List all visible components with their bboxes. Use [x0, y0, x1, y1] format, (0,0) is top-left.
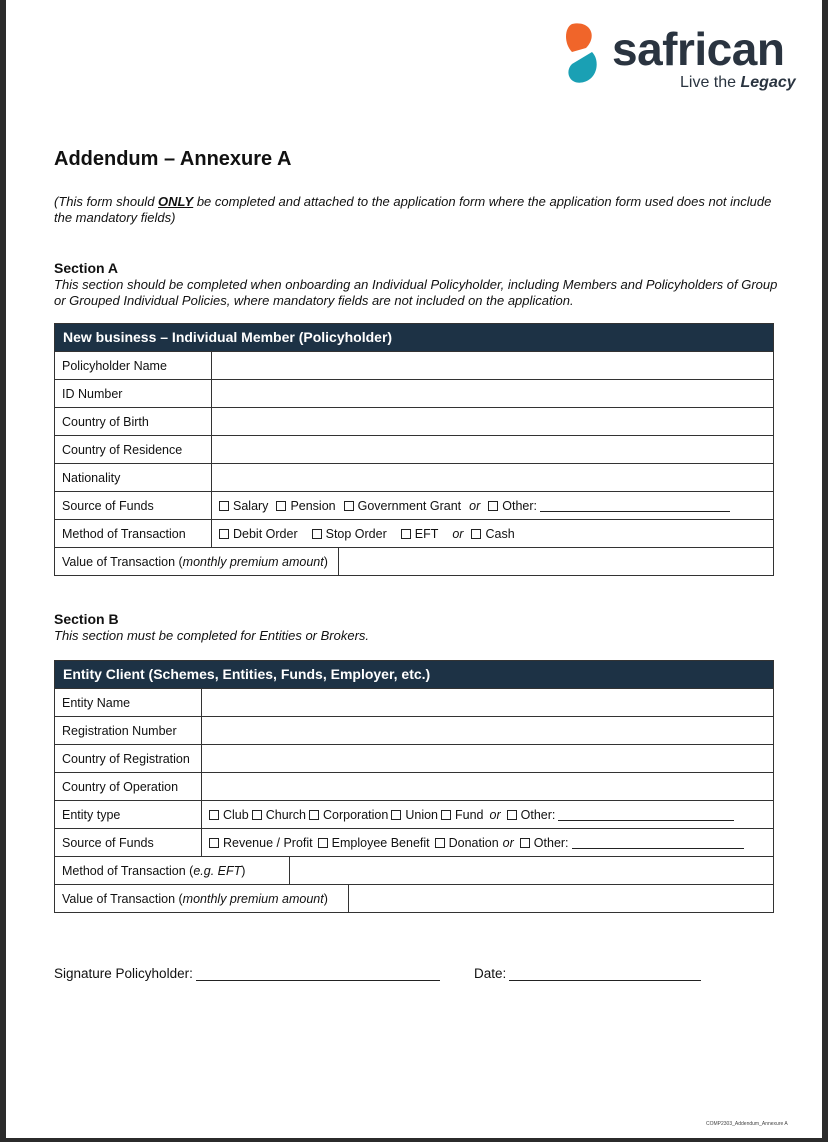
- salary-checkbox[interactable]: Salary: [219, 499, 268, 513]
- country-of-operation-field[interactable]: [202, 773, 773, 800]
- entity-client-table: [54, 660, 774, 913]
- entity-table-header: Entity Client (Schemes, Entities, Funds, Employer, etc.): [55, 661, 773, 688]
- field-label: Country of Operation: [55, 773, 202, 800]
- country-of-birth-field[interactable]: [212, 408, 773, 435]
- table-row: [55, 884, 773, 912]
- eft-checkbox[interactable]: EFT: [401, 527, 439, 541]
- country-of-residence-field[interactable]: [212, 436, 773, 463]
- checkbox-icon: [219, 501, 229, 511]
- table-row: [55, 828, 773, 856]
- table-row: [55, 435, 773, 463]
- nationality-field[interactable]: [212, 464, 773, 491]
- other-entity-funds-line[interactable]: [572, 836, 744, 849]
- signature-line[interactable]: [196, 966, 440, 981]
- field-label: Value of Transaction ( monthly premium amount ): [55, 548, 339, 575]
- table-row: [55, 519, 773, 547]
- or-text: or: [502, 835, 514, 850]
- intro-note: (This form should ONLY be completed and attached to the application form where the application form used does not include the mandatory fields): [54, 194, 772, 225]
- policyholder-name-field[interactable]: [212, 352, 773, 379]
- pension-checkbox[interactable]: Pension: [276, 499, 335, 513]
- donation-checkbox[interactable]: Donation: [435, 836, 499, 850]
- checkbox-icon: [312, 529, 322, 539]
- checkbox-icon: [209, 838, 219, 848]
- logo-tagline: Live the Legacy: [680, 74, 796, 91]
- field-label: Source of Funds: [55, 829, 202, 856]
- section-a-description: This section should be completed when onboarding an Individual Policyholder, including Members and Policyholders of Group or Grouped Individual Policies, where mandatory fields are not included on the application.: [54, 277, 778, 308]
- method-of-transaction-options: [212, 520, 773, 547]
- field-label: Registration Number: [55, 717, 202, 744]
- field-label: ID Number: [55, 380, 212, 407]
- club-checkbox[interactable]: Club: [209, 808, 249, 822]
- checkbox-icon: [401, 529, 411, 539]
- fund-checkbox[interactable]: Fund: [441, 808, 484, 822]
- safrican-logo: [562, 22, 802, 102]
- checkbox-icon: [391, 810, 401, 820]
- individual-table-header: New business – Individual Member (Policyholder): [55, 324, 773, 351]
- checkbox-icon: [276, 501, 286, 511]
- signature-block: [54, 966, 440, 981]
- registration-number-field[interactable]: [202, 717, 773, 744]
- employee-benefit-checkbox[interactable]: Employee Benefit: [318, 836, 430, 850]
- checkbox-icon: [441, 810, 451, 820]
- entity-name-field[interactable]: [202, 689, 773, 716]
- table-row: [55, 716, 773, 744]
- checkbox-icon: [488, 501, 498, 511]
- field-label: Source of Funds: [55, 492, 212, 519]
- table-row: [55, 800, 773, 828]
- checkbox-icon: [507, 810, 517, 820]
- checkbox-icon: [252, 810, 262, 820]
- table-row: [55, 351, 773, 379]
- section-b-title: Section B: [54, 611, 119, 627]
- checkbox-icon: [344, 501, 354, 511]
- checkbox-icon: [219, 529, 229, 539]
- table-row: [55, 491, 773, 519]
- table-row: [55, 744, 773, 772]
- checkbox-icon: [209, 810, 219, 820]
- union-checkbox[interactable]: Union: [391, 808, 438, 822]
- document-page: [6, 0, 822, 1138]
- field-label: Method of Transaction ( e.g. EFT ): [55, 857, 290, 884]
- entity-type-options: [202, 801, 773, 828]
- checkbox-icon: [471, 529, 481, 539]
- cash-checkbox[interactable]: Cash: [471, 527, 514, 541]
- other-funds-checkbox[interactable]: Other:: [520, 836, 569, 850]
- checkbox-icon: [520, 838, 530, 848]
- field-label: Policyholder Name: [55, 352, 212, 379]
- checkbox-icon: [435, 838, 445, 848]
- field-label: Nationality: [55, 464, 212, 491]
- table-row: [55, 463, 773, 491]
- country-of-registration-field[interactable]: [202, 745, 773, 772]
- page-title: Addendum – Annexure A: [54, 148, 292, 170]
- table-row: [55, 379, 773, 407]
- field-label: Country of Registration: [55, 745, 202, 772]
- field-label: Value of Transaction ( monthly premium amount ): [55, 885, 349, 912]
- debit-order-checkbox[interactable]: Debit Order: [219, 527, 298, 541]
- logo-mark-icon: [562, 22, 602, 84]
- date-label: Date:: [474, 966, 507, 981]
- other-type-checkbox[interactable]: Other:: [507, 808, 556, 822]
- table-row: [55, 856, 773, 884]
- stop-order-checkbox[interactable]: Stop Order: [312, 527, 387, 541]
- date-block: [474, 966, 701, 981]
- table-row: [55, 407, 773, 435]
- checkbox-icon: [309, 810, 319, 820]
- other-checkbox[interactable]: Other:: [488, 499, 537, 513]
- logo-wordmark: safrican: [612, 23, 785, 75]
- id-number-field[interactable]: [212, 380, 773, 407]
- signature-label: Signature Policyholder:: [54, 966, 193, 981]
- other-type-line[interactable]: [558, 808, 734, 821]
- church-checkbox[interactable]: Church: [252, 808, 306, 822]
- section-a-title: Section A: [54, 260, 119, 276]
- table-row: [55, 547, 773, 575]
- table-row: [55, 688, 773, 716]
- value-of-transaction-field[interactable]: [339, 548, 773, 575]
- section-b-description: This section must be completed for Entities or Brokers.: [54, 628, 370, 643]
- revenue-profit-checkbox[interactable]: Revenue / Profit: [209, 836, 313, 850]
- field-label: Method of Transaction: [55, 520, 212, 547]
- entity-value-of-transaction-field[interactable]: [349, 885, 773, 912]
- field-label: Entity type: [55, 801, 202, 828]
- entity-source-of-funds-options: [202, 829, 773, 856]
- source-of-funds-options: [212, 492, 773, 519]
- corporation-checkbox[interactable]: Corporation: [309, 808, 388, 822]
- or-text: or: [489, 807, 501, 822]
- or-text: or: [469, 498, 481, 513]
- or-text: or: [452, 526, 464, 541]
- date-line[interactable]: [509, 966, 701, 981]
- field-label: Country of Residence: [55, 436, 212, 463]
- field-label: Entity Name: [55, 689, 202, 716]
- government-grant-checkbox[interactable]: Government Grant: [344, 499, 462, 513]
- document-code: COMP2303_Addendum_Annexure A: [706, 1121, 788, 1127]
- field-label: Country of Birth: [55, 408, 212, 435]
- individual-member-table: [54, 323, 774, 576]
- checkbox-icon: [318, 838, 328, 848]
- entity-method-of-transaction-field[interactable]: [290, 857, 773, 884]
- table-row: [55, 772, 773, 800]
- other-funds-line[interactable]: [540, 499, 730, 512]
